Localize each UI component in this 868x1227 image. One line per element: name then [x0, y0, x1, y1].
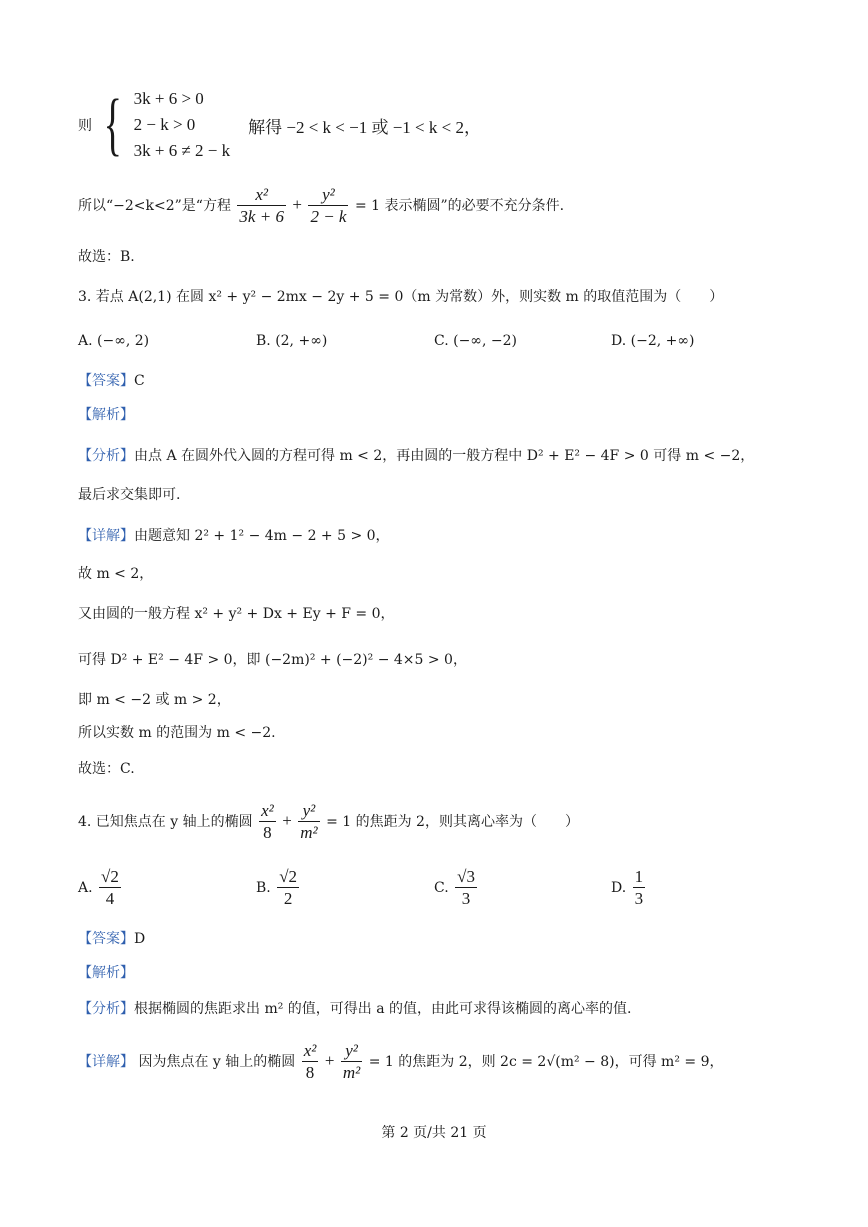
answer-tag: 【答案】 [78, 931, 134, 947]
q3-xiangjie [78, 529, 390, 543]
q3-step-5: 所以实数 m 的范围为 m < −2. [78, 725, 276, 741]
numerator: √3 [455, 866, 477, 888]
fraction [99, 866, 121, 910]
text: 所以“−2<k<2”是“方程 [78, 197, 231, 214]
system-row: 3k + 6 > 0 [133, 89, 204, 108]
denominator: 3 [461, 889, 471, 909]
q3-fenxi [78, 449, 754, 463]
fraction [308, 184, 348, 228]
numerator: y² [341, 1040, 362, 1062]
numerator: √2 [277, 866, 299, 888]
fraction [302, 1040, 319, 1084]
denominator: m² [342, 1063, 361, 1083]
option-label: B. [256, 879, 271, 896]
fenxi-tag: 【分析】 [78, 1001, 134, 1017]
denominator: 8 [305, 1063, 315, 1083]
xiangjie-tag: 【详解】 [78, 528, 134, 544]
q3-step-2: 又由圆的一般方程 x² + y² + Dx + Ey + F = 0， [78, 606, 395, 622]
q3-option-b: B. (2, +∞) [256, 333, 328, 349]
q3-option-a: A. (−∞, 2) [78, 333, 150, 349]
fenxi-text: 由点 A 在圆外代入圆的方程可得 m < 2，再由圆的一般方程中 D² + E² − 4F > 0 可得 m < −2， [134, 448, 755, 464]
q4-stem [78, 800, 579, 844]
text: = 1 表示椭圆”的必要不充分条件. [354, 197, 565, 214]
q3-stem: 3. 若点 A(2,1) 在圆 x² + y² − 2mx − 2y + 5 = 0（m 为常数）外，则实数 m 的取值范围为（ ） [78, 289, 724, 305]
inequality-system [78, 86, 481, 164]
option-label: D. [611, 879, 627, 896]
q4-option-a [78, 866, 123, 910]
system-row: 2 − k > 0 [133, 115, 196, 134]
q4-answer [78, 932, 145, 946]
denominator: 8 [263, 823, 272, 843]
q4-xiangjie [78, 1040, 723, 1084]
numerator: x² [237, 184, 286, 206]
denominator: 3k + 6 [239, 207, 284, 227]
fraction [277, 866, 299, 910]
q3-step-4: 即 m < −2 或 m > 2， [78, 692, 231, 708]
q3-fenxi-2: 最后求交集即可. [78, 487, 181, 503]
numerator: 1 [633, 866, 646, 888]
brace: { [103, 86, 123, 163]
plus-sign: + [324, 1050, 335, 1070]
text: = 1 的焦距为 2，则其离心率为（ ） [326, 813, 579, 830]
page-footer: 第 2 页/共 21 页 [381, 1125, 487, 1141]
answer-value: C [134, 373, 145, 389]
text: = 1 的焦距为 2，则 2c = 2√(m² − 8)，可得 m² = 9， [368, 1053, 724, 1070]
q4-option-c [434, 866, 479, 910]
denominator: 3 [634, 889, 644, 909]
fenxi-text: 根据椭圆的焦距求出 m² 的值，可得出 a 的值，由此可求得该椭圆的离心率的值. [134, 1001, 632, 1017]
system-rows [134, 86, 231, 164]
then-label: 则 [78, 118, 92, 134]
xiangjie-text: 由题意知 2² + 1² − 4m − 2 + 5 > 0， [134, 528, 390, 544]
choose-b: 故选：B. [78, 249, 135, 265]
fraction [633, 866, 646, 910]
q3-step-3: 可得 D² + E² − 4F > 0，即 (−2m)² + (−2)² − 4×5 > 0， [78, 652, 467, 668]
denominator: 2 [283, 889, 293, 909]
denominator: 2 − k [310, 207, 347, 227]
fraction [298, 800, 319, 844]
fraction [259, 800, 276, 844]
text: 因为焦点在 y 轴上的椭圆 [138, 1053, 296, 1070]
option-label: C. [434, 879, 449, 896]
necessary-condition-line [78, 184, 564, 228]
denominator: 4 [105, 889, 115, 909]
q3-choose: 故选：C. [78, 761, 135, 777]
numerator: x² [259, 800, 276, 822]
q4-fenxi [78, 1002, 631, 1016]
q3-option-d: D. (−2, +∞) [611, 333, 695, 349]
q3-option-c: C. (−∞, −2) [434, 333, 517, 349]
answer-value: D [134, 931, 146, 947]
numerator: √2 [99, 866, 121, 888]
numerator: y² [308, 184, 348, 206]
denominator: m² [300, 823, 318, 843]
fraction [341, 1040, 362, 1084]
q4-analysis-tag: 【解析】 [78, 965, 134, 981]
numerator: x² [302, 1040, 319, 1062]
q4-option-b [256, 866, 301, 910]
q3-answer [78, 374, 145, 388]
fraction [455, 866, 477, 910]
answer-tag: 【答案】 [78, 373, 134, 389]
system-row: 3k + 6 ≠ 2 − k [133, 141, 231, 160]
fenxi-tag: 【分析】 [78, 448, 134, 464]
plus-sign: + [292, 194, 302, 214]
fraction [237, 184, 286, 228]
q3-step-1: 故 m < 2， [78, 566, 154, 582]
q3-analysis-tag: 【解析】 [78, 407, 134, 423]
option-label: A. [78, 879, 93, 896]
plus-sign: + [282, 810, 292, 830]
numerator: y² [298, 800, 319, 822]
solve-text: 解得 −2 < k < −1 或 −1 < k < 2， [248, 117, 481, 137]
xiangjie-tag: 【详解】 [78, 1053, 134, 1070]
q4-option-d [611, 866, 647, 910]
text: 4. 已知焦点在 y 轴上的椭圆 [78, 813, 253, 830]
